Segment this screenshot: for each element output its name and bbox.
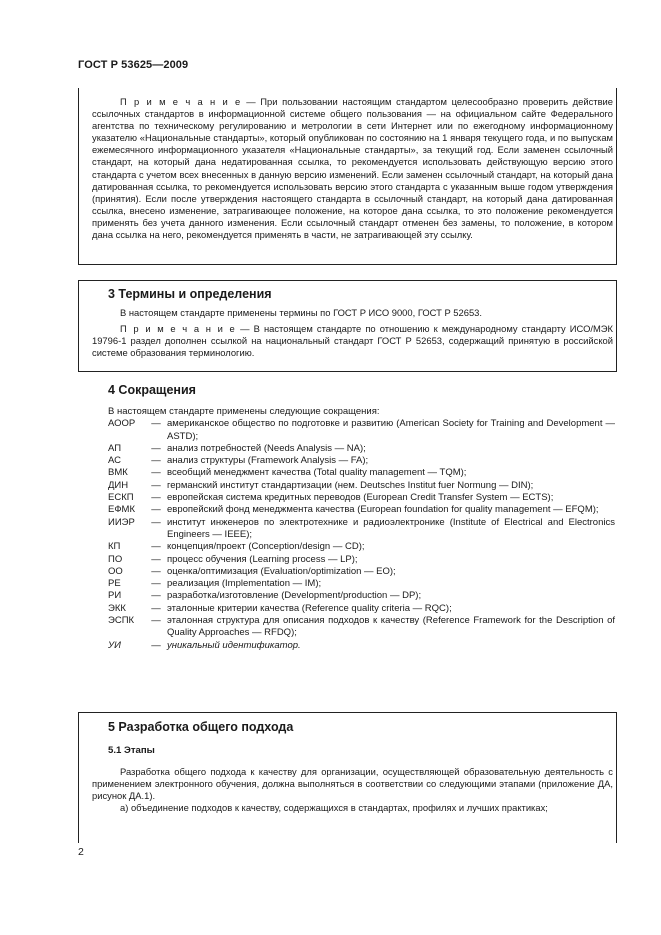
abbreviation-row	[108, 640, 615, 652]
abbreviation-row	[108, 504, 615, 516]
abbreviation-dash: —	[151, 479, 161, 491]
abbreviation-term: ПО	[108, 553, 123, 565]
abbreviation-row	[108, 603, 615, 615]
abbreviation-row	[108, 517, 615, 542]
abbreviation-definition: анализ структуры (Framework Analysis — FA);	[167, 455, 369, 467]
abbreviation-row	[108, 615, 615, 640]
abbreviation-row	[108, 492, 615, 504]
abbreviation-dash: —	[151, 516, 161, 528]
abbreviation-term: АС	[108, 455, 121, 467]
section-5-paragraph-1: Разработка общего подхода к качеству для организации, осуществляющей образовательную деятельность с применением электронного обучения, должна выполняться в соответствии со следующими этапами (приложение ДА, рисунок ДА.1).	[92, 766, 613, 802]
abbreviation-definition: европейская система кредитных переводов (European Credit Transfer System — ECTS);	[167, 492, 554, 504]
abbreviation-term: АООР	[108, 418, 136, 430]
abbreviation-definition: европейский фонд менеджмента качества (European foundation for quality management — EFQM);	[167, 504, 599, 516]
abbreviation-term: РЕ	[108, 578, 121, 590]
abbreviation-row	[108, 554, 615, 566]
note-label: П р и м е ч а н и е	[120, 96, 242, 107]
abbreviation-row	[108, 566, 615, 578]
abbreviation-term: ДИН	[108, 479, 129, 491]
abbreviation-term: ИИЭР	[108, 516, 135, 528]
abbreviation-term: РИ	[108, 590, 122, 602]
abbreviation-row	[108, 541, 615, 553]
abbreviation-dash: —	[151, 418, 161, 430]
abbreviation-definition: германский институт стандартизации (нем. Deutsches Institut fuer Normung — DIN);	[167, 479, 534, 491]
abbreviation-definition: разработка/изготовление (Development/production — DP);	[167, 590, 422, 602]
abbreviations-rows	[108, 418, 615, 652]
abbreviation-definition: эталонная структура для описания подходов к качеству (Reference Framework for the Description of Quality Approaches — RFDQ);	[167, 615, 615, 639]
abbreviation-definition: оценка/оптимизация (Evaluation/optimization — EO);	[167, 565, 396, 577]
section-3-paragraph: В настоящем стандарте применены термины по ГОСТ Р ИСО 9000, ГОСТ Р 52653.	[120, 307, 482, 318]
section-3-note	[92, 323, 613, 359]
abbreviation-row	[108, 590, 615, 602]
section-3-note-label: П р и м е ч а н и е	[120, 323, 237, 335]
abbreviation-definition: концепция/проект (Conception/design — CD);	[167, 541, 365, 553]
abbreviation-definition: процесс обучения (Learning process — LP);	[167, 553, 358, 565]
abbreviation-row	[108, 480, 615, 492]
section-5-body	[92, 766, 613, 814]
abbreviation-dash: —	[151, 492, 161, 504]
abbreviation-term: АП	[108, 442, 122, 454]
section-5-list-item-a: а) объединение подходов к качеству, содержащихся в стандартах, профилях и лучших практиках;	[120, 802, 548, 814]
abbreviation-row	[108, 443, 615, 455]
abbreviation-dash: —	[151, 639, 161, 651]
abbreviation-term: КП	[108, 541, 121, 553]
abbreviation-dash: —	[151, 442, 161, 454]
abbreviation-term: ОО	[108, 565, 123, 577]
abbreviation-dash: —	[151, 467, 161, 479]
abbreviation-term: УИ	[108, 639, 121, 651]
abbreviation-row	[108, 418, 615, 443]
abbreviation-definition: уникальный идентификатор.	[167, 639, 301, 651]
section-4-title: 4 Сокращения	[108, 383, 196, 397]
abbreviation-definition: эталонные критерии качества (Reference quality criteria — RQC);	[167, 602, 452, 614]
abbreviation-dash: —	[151, 504, 161, 516]
abbreviation-definition: американское общество по подготовке и развитию (American Society for Training and Development — ASTD);	[167, 418, 615, 442]
abbreviation-definition: реализация (Implementation — IM);	[167, 578, 322, 590]
abbreviation-row	[108, 467, 615, 479]
section-3-note-text: — В настоящем стандарте по отношению к международному стандарту ИСО/МЭК 19796-1 раздел дополнен ссылкой на национальный стандарт ГОСТ Р 52653, содержащий принятую в российской системе образования терминологию.	[92, 323, 613, 359]
abbreviation-term: ЭКК	[108, 602, 126, 614]
abbreviation-term: ЕФМК	[108, 504, 136, 516]
subsection-5-1-title: 5.1 Этапы	[108, 745, 155, 756]
note-top	[92, 96, 613, 241]
note-text: — При пользовании настоящим стандартом целесообразно проверить действие ссылочных стандартов в информационной системе общего пользования — на официальном сайте Федерального агентства по техническому регулированию и метрологии в сети Интернет или по ежегодному информационному указателю «Национальные стандарты», который опубликован по состоянию на 1 января текущего года, и по выпускам ежемесячного информационного указателя «Национальные стандарты», за текущий год. Если заменен ссылочный стандарт, на который дана недатированная ссылка, то рекомендуется использовать действующую версию этого стандарта с учетом всех внесенных в данную версию изменений. Если заменен ссылочный стандарт, на который дана датированная ссылка, то рекомендуется использовать версию этого стандарта с указанным выше годом утверждения (принятия). Если после утверждения настоящего стандарта в ссылочный стандарт, на который дана датированная ссылка, внесено изменение, затрагивающее положение, на которое дана ссылка, то это положение рекомендуется применять без учета данного изменения. Если ссылочный стандарт отменен без замены, то положение, в котором дана ссылка на него, рекомендуется применять в части, не затрагивающей эту ссылку.	[92, 96, 613, 241]
page-number: 2	[78, 846, 84, 858]
abbreviations-intro: В настоящем стандарте применены следующие сокращения:	[108, 406, 380, 417]
abbreviation-dash: —	[151, 565, 161, 577]
abbreviation-dash: —	[151, 578, 161, 590]
abbreviation-definition: всеобщий менеджмент качества (Total quality management — TQM);	[167, 467, 467, 479]
abbreviations-list	[108, 406, 615, 652]
abbreviation-term: ВМК	[108, 467, 128, 479]
abbreviation-term: ЭСПК	[108, 615, 135, 627]
abbreviation-definition: анализ потребностей (Needs Analysis — NA);	[167, 442, 366, 454]
abbreviation-term: ЕСКП	[108, 492, 134, 504]
abbreviation-definition: институт инженеров по электротехнике и радиоэлектронике (Institute of Electrical and Electronics Engineers — IEEE);	[167, 516, 615, 540]
abbreviation-dash: —	[151, 553, 161, 565]
section-3-body	[92, 307, 613, 359]
abbreviation-row	[108, 455, 615, 467]
section-5-title: 5 Разработка общего подхода	[108, 720, 294, 734]
abbreviation-dash: —	[151, 602, 161, 614]
abbreviation-dash: —	[151, 615, 161, 627]
document-header: ГОСТ Р 53625—2009	[78, 59, 189, 71]
abbreviation-dash: —	[151, 455, 161, 467]
abbreviation-dash: —	[151, 541, 161, 553]
abbreviation-row	[108, 578, 615, 590]
section-3-title: 3 Термины и определения	[108, 287, 272, 301]
abbreviation-dash: —	[151, 590, 161, 602]
